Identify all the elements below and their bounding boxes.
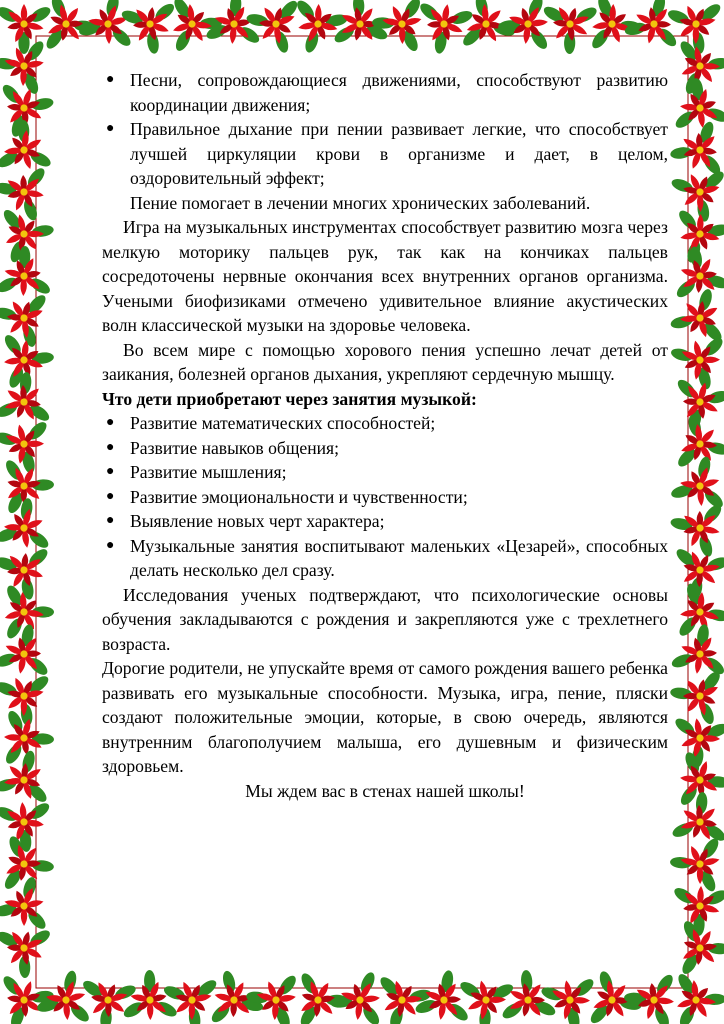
bullet-icon: ● [106, 121, 115, 136]
poinsettia-flower-icon [495, 0, 551, 56]
bullet-continuation: Пение помогает в лечении многих хронических заболеваний. [130, 192, 591, 213]
poinsettia-flower-icon [668, 620, 724, 678]
poinsettia-flower-icon [293, 0, 353, 56]
poinsettia-flower-icon [667, 334, 724, 396]
bullet-item: ● Развитие мышления; [102, 460, 668, 485]
paragraph-choir: Во всем мире с помощью хорового пения успешно лечат детей от заикания, болезней органов дыхания, укрепляют сердечную мышцу. [102, 339, 668, 384]
bullet-icon: ● [106, 415, 115, 430]
poinsettia-flower-icon [0, 909, 55, 983]
poinsettia-flower-icon [0, 4, 53, 54]
poinsettia-flower-icon [670, 885, 724, 938]
poinsettia-flower-icon [112, 0, 179, 58]
bullet-item: ● Развитие эмоциональности и чувственности; [102, 485, 668, 510]
poinsettia-flower-icon [71, 0, 135, 60]
poinsettia-flower-icon [410, 0, 475, 59]
paragraph-parents: Дорогие родители, не упускайте время от самого рождения вашего ребенка развивать его музыкальные способности. Музыка, игра, пение, пляски создают положительные эмоции, которые, в свою очередь, являются внутренним благополучием малыша, его душевным и физическим здоровьем. [102, 658, 668, 776]
poinsettia-flower-icon [0, 800, 55, 855]
flower-center [20, 20, 27, 27]
poinsettia-flower-icon [621, 0, 690, 51]
poinsettia-flower-icon [0, 245, 54, 297]
bullet-icon: ● [106, 464, 115, 479]
document-body [102, 68, 668, 803]
bullet-item: ● Песни, сопровождающиеся движениями, способствуют развитию координации движения; [106, 70, 668, 115]
bullet-icon: ● [106, 72, 115, 87]
closing-line: Мы ждем вас в стенах нашей школы! [245, 780, 525, 801]
poinsettia-flower-icon [622, 969, 677, 1024]
paragraph-instruments: Игра на музыкальных инструментах способствует развитию мозга через мелкую моторику пальцев рук, так как на кончиках пальцев сосредоточены нервные окончания всех внутренних органов организма. Учеными биофизиками отмечено удивительное влияние акустических волн классической музыки на здоровье человека. [102, 217, 668, 335]
poinsettia-flower-icon [444, 0, 520, 66]
poinsettia-flower-icon [0, 115, 56, 190]
poinsettia-flower-icon [667, 74, 724, 132]
bullet-item: ● Правильное дыхание при пении развивает легкие, что способствует лучшей циркуляции крови в организме и дает, в целом, оздоровительный эффект; [106, 119, 668, 188]
bullet-icon: ● [106, 537, 115, 553]
bullet-item: ● Развитие навыков общения; [102, 436, 668, 461]
bullet-item: ● Выявление новых черт характера; [102, 509, 668, 534]
poinsettia-flower-icon [329, 0, 399, 63]
poinsettia-flower-icon [672, 242, 724, 312]
bullet-icon: ● [106, 439, 115, 455]
poinsettia-flower-icon [666, 112, 724, 179]
section-heading: Что дети приобретают через занятия музыкой: [102, 388, 477, 409]
bullet-icon: ● [106, 488, 115, 504]
paragraph-research: Исследования ученых подтверждают, что психологические основы обучения закладываются с рождения и закрепляются уже с трехлетнего возраста. [102, 584, 668, 654]
bullet-item: ● Развитие математических способностей; [102, 411, 668, 436]
bullet-icon: ● [106, 513, 115, 528]
bullet-item: ● Музыкальные занятия воспитывают маленьких «Цезарей», способных делать несколько дел сразу. [106, 535, 668, 580]
poinsettia-flower-icon [658, 410, 724, 486]
